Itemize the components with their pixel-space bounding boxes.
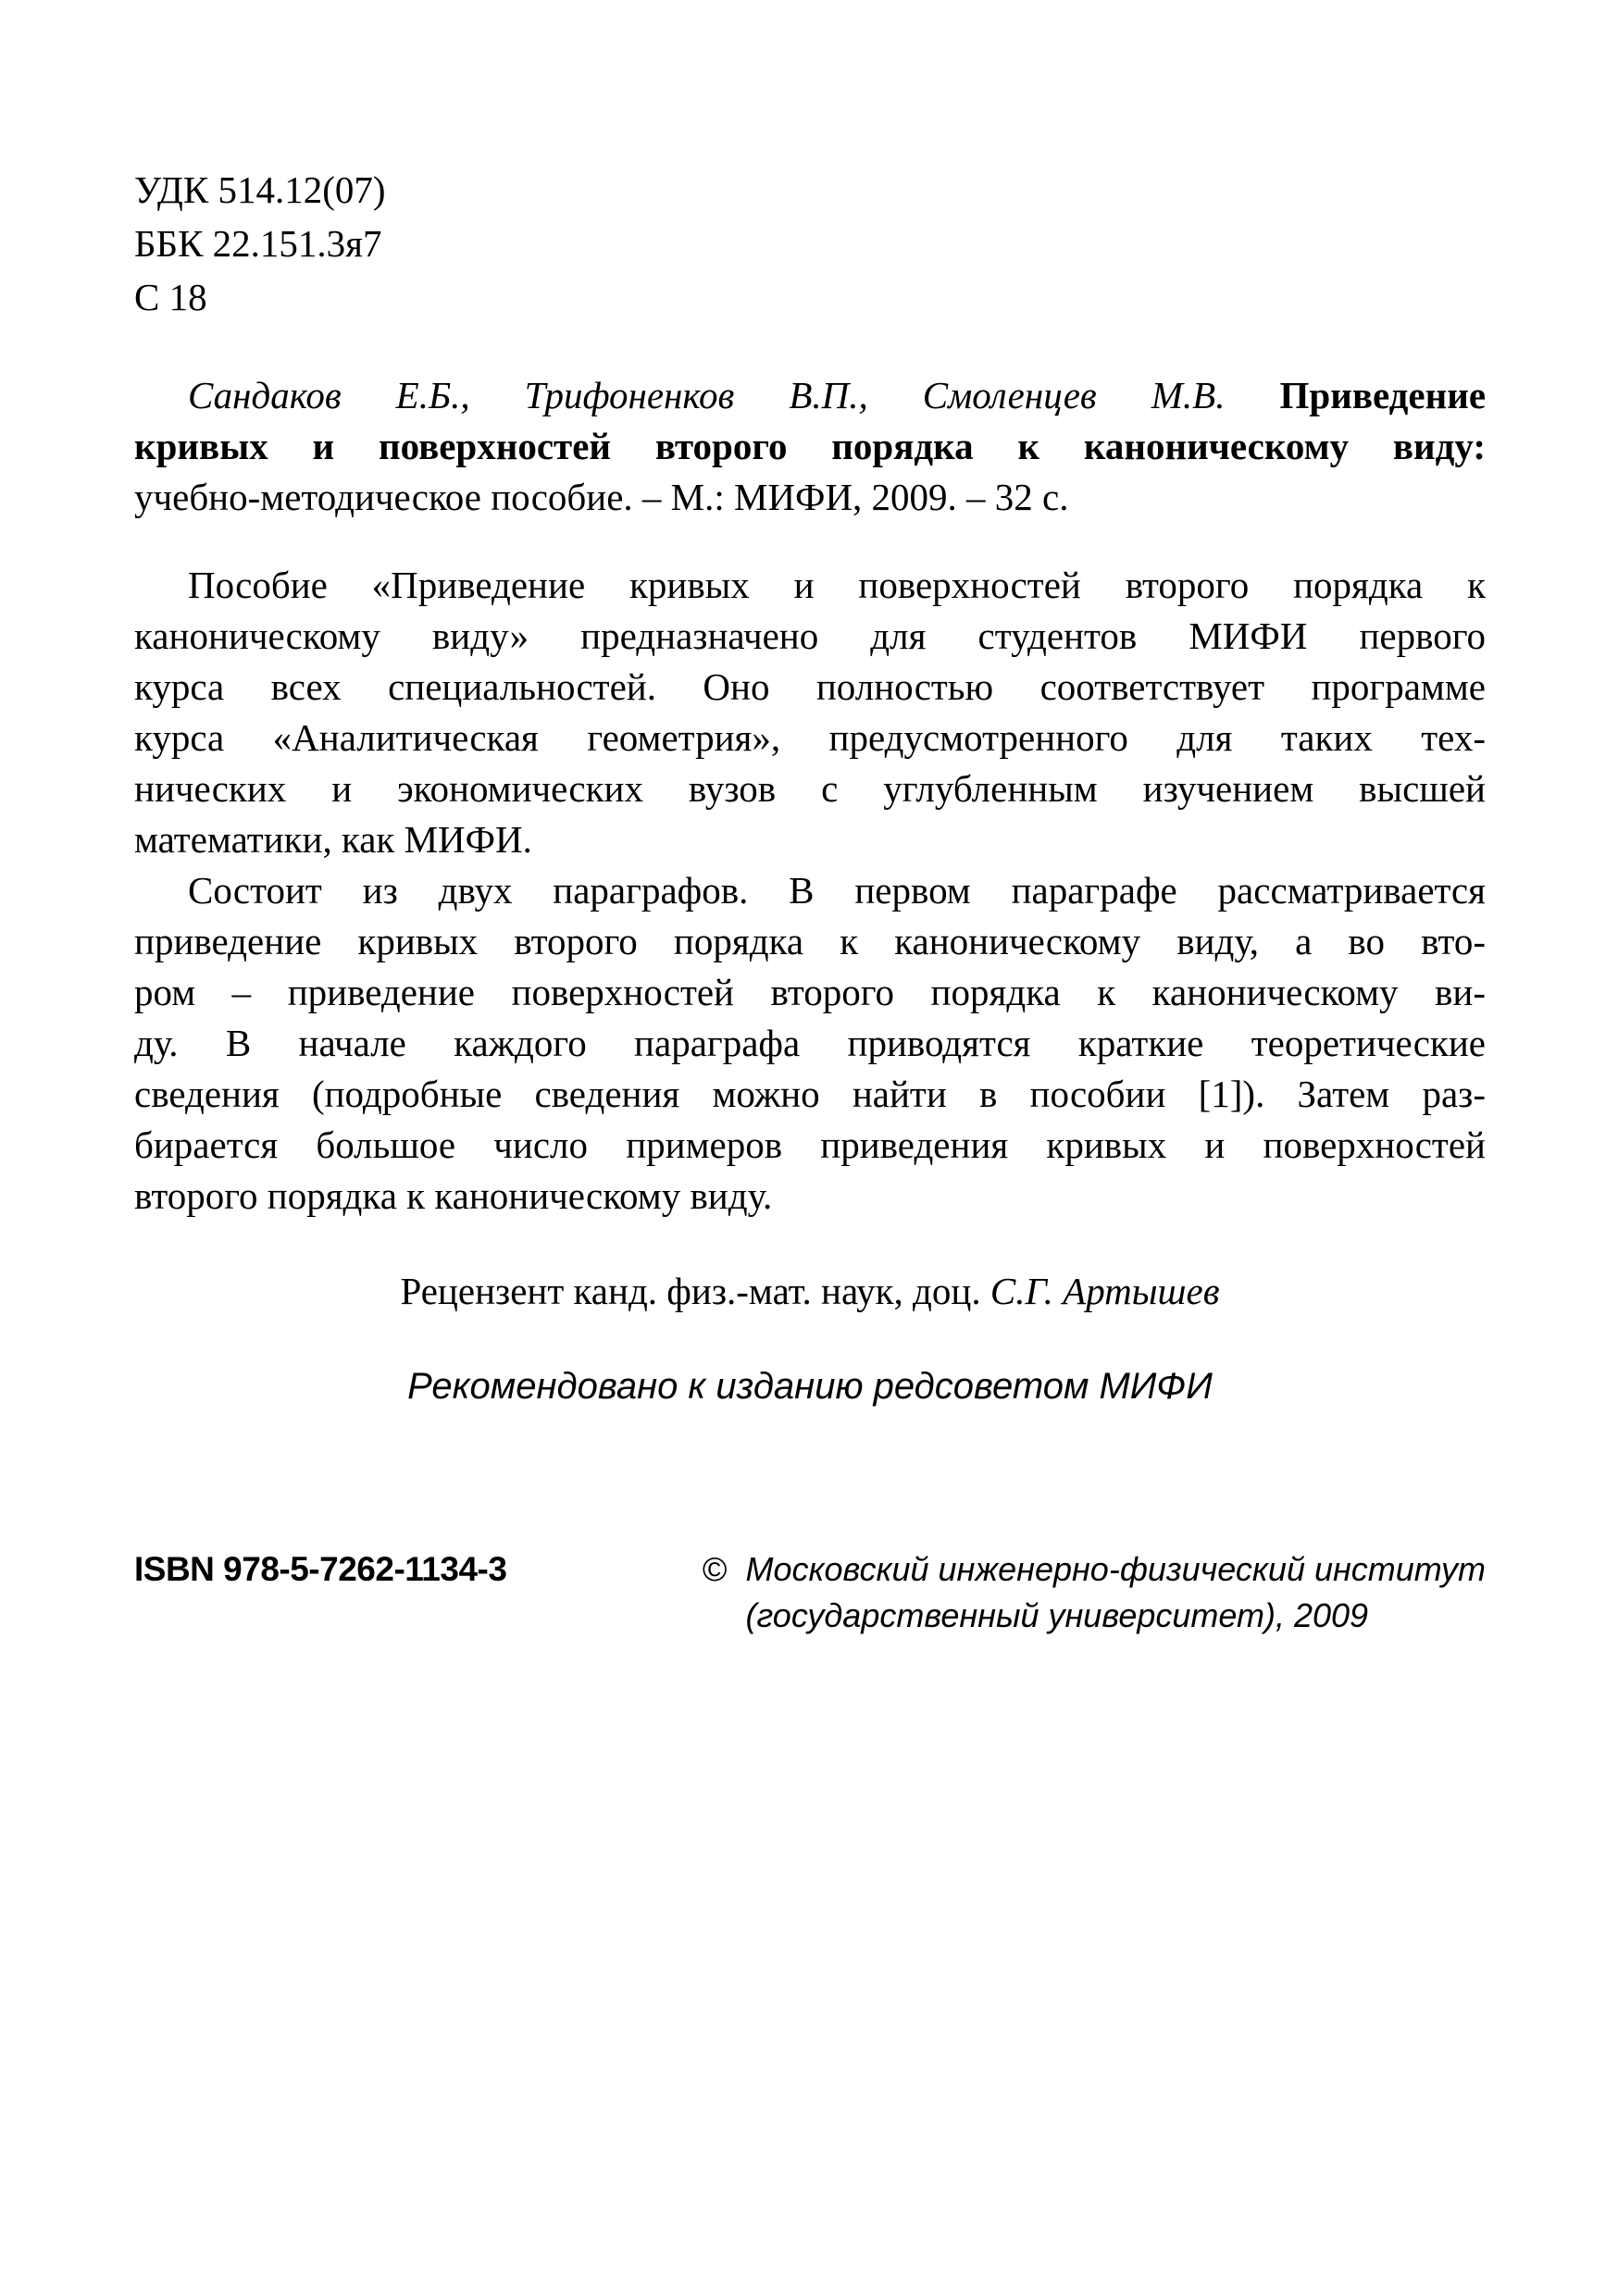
text-line: приведение кривых второго порядка к каноническому виду, а во вто- bbox=[134, 920, 1486, 962]
udk-line: УДК 514.12(07) bbox=[134, 168, 386, 211]
annotation-paragraph-2 bbox=[134, 865, 1486, 1222]
text-line: курса «Аналитическая геометрия», предусмотренного для таких тех- bbox=[134, 716, 1486, 759]
citation-block bbox=[134, 370, 1486, 523]
citation-title-part1: Приведение bbox=[1279, 374, 1487, 416]
annotation-paragraph-1 bbox=[134, 560, 1486, 865]
citation-authors: Сандаков Е.Б., Трифоненков В.П., Смоленцев М.В. bbox=[188, 374, 1226, 416]
text-line: бирается большое число примеров приведения кривых и поверхностей bbox=[134, 1123, 1486, 1166]
citation-imprint-line: учебно-методическое пособие. – М.: МИФИ, 2009. – 32 с. bbox=[134, 476, 1069, 518]
page-content bbox=[134, 0, 1486, 1639]
text-line: второго порядка к каноническому виду. bbox=[134, 1174, 773, 1217]
author-code-line: С 18 bbox=[134, 276, 207, 318]
citation-title-part2: кривых и поверхностей второго порядка к каноническому виду: bbox=[134, 425, 1486, 467]
reviewer-prefix: Рецензент канд. физ.-мат. наук, доц. bbox=[400, 1270, 981, 1312]
copyright-text bbox=[745, 1546, 1486, 1639]
bbk-line: ББК 22.151.3я7 bbox=[134, 222, 382, 265]
text-line: математики, как МИФИ. bbox=[134, 818, 532, 861]
copyright-line-1: Московский инженерно-физический институт bbox=[745, 1550, 1486, 1588]
copyright-block bbox=[703, 1546, 1486, 1639]
imprint-block bbox=[134, 1546, 1486, 1639]
text-line: нических и экономических вузов с углубленным изучением высшей bbox=[134, 767, 1486, 810]
reviewer-line bbox=[134, 1266, 1486, 1317]
isbn-label: ISBN 978-5-7262-1134-3 bbox=[134, 1550, 507, 1588]
text-line: ром – приведение поверхностей второго порядка к каноническому ви- bbox=[134, 971, 1486, 1013]
recommendation-line: Рекомендовано к изданию редсоветом МИФИ bbox=[407, 1366, 1213, 1407]
copyright-line-2: (государственный университет), 2009 bbox=[745, 1596, 1369, 1634]
text-line: сведения (подробные сведения можно найти в пособии [1]). Затем раз- bbox=[134, 1073, 1486, 1115]
text-line: каноническому виду» предназначено для студентов МИФИ первого bbox=[134, 614, 1486, 657]
copyright-symbol: © bbox=[702, 1550, 728, 1588]
citation-line-1 bbox=[134, 370, 1486, 421]
reviewer-name: С.Г. Артышев bbox=[989, 1270, 1220, 1312]
text-line: курса всех специальностей. Оно полностью соответствует программе bbox=[134, 665, 1486, 708]
classification-block bbox=[134, 0, 1486, 324]
text-line: Пособие «Приведение кривых и поверхностей второго порядка к bbox=[188, 564, 1486, 606]
text-line: Состоит из двух параграфов. В первом параграфе рассматривается bbox=[188, 869, 1486, 912]
text-line: ду. В начале каждого параграфа приводятся краткие теоретические bbox=[134, 1022, 1486, 1064]
